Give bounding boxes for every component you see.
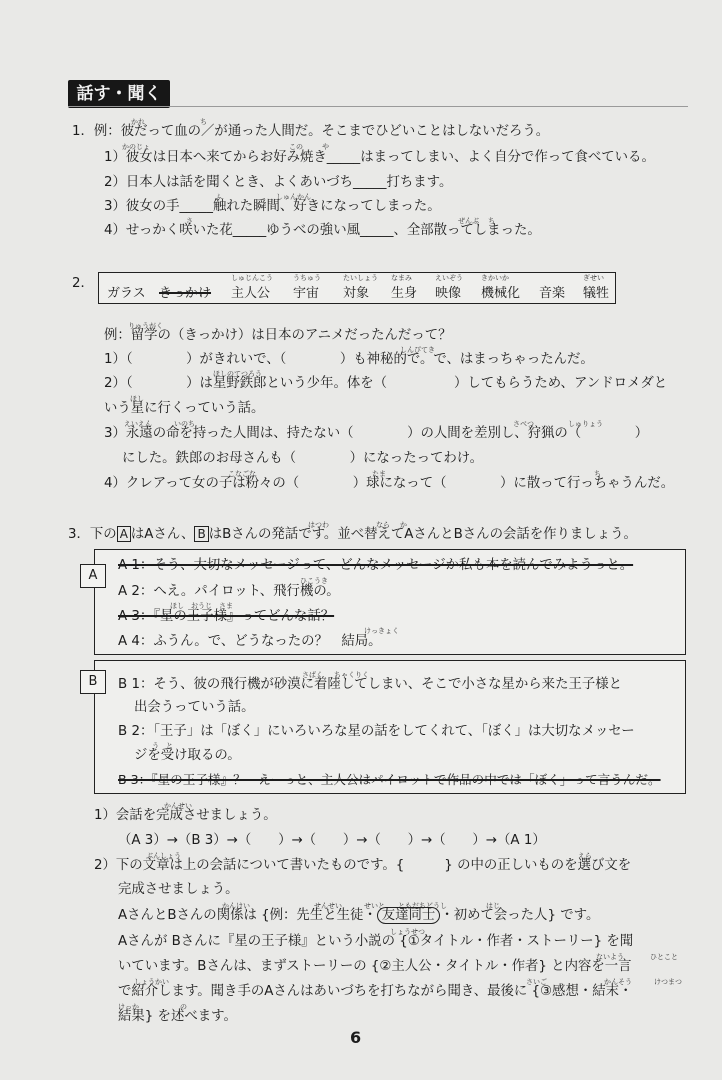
ruby: ち xyxy=(594,470,601,478)
section-title: 話す・聞く xyxy=(68,80,170,108)
ruby: ち xyxy=(488,217,495,225)
word-item: えいぞう 映像 xyxy=(435,274,463,301)
q3-intro: 3．下の A はAさん、 B はBさんの発話です。並べ替えてAさんとBさんの会話を作りましょう。 xyxy=(68,527,637,542)
q2-item-3-cont: にした。鉄郎のお母さんも（ ）になったってわけ。 xyxy=(122,451,484,466)
word-item: ガラス xyxy=(107,286,146,301)
ruby: ひとこと xyxy=(650,953,678,961)
q1-example: 1．例：彼だって血の／が通った人間だ。そこまでひどいことはしないだろう。 xyxy=(72,124,550,139)
answer-sequence: （A 3）→（B 3）→（ ）→（ ）→（ ）→（ ）→（A 1） xyxy=(118,833,546,848)
ruby: さべつ xyxy=(513,420,534,428)
ruby: かのじょ xyxy=(122,143,150,151)
ruby: しょうせつ xyxy=(390,928,425,936)
ruby: けつまつ xyxy=(654,978,682,986)
ruby: かれ xyxy=(131,118,145,126)
q1-item-3: 3）彼女の手_____触れた瞬間、好きになってしまった。 xyxy=(104,199,441,214)
dialogue-b2: B 2：「王子」は「ぼく」にいろいろな星の話をしてくれて、「ぼく」は大切なメッセー xyxy=(118,724,635,739)
q2-item-4: 4）クレアって女の子は粉々の（ ）球になって（ ）に散って行っちゃうんだ。 xyxy=(104,476,675,491)
dialogue-b1: B 1：そう、彼の飛行機が砂漠に着陸してしまい、そこで小さな星から来た王子様と xyxy=(118,677,623,692)
ruby: ともだちどうし xyxy=(398,902,447,910)
sub-question-2: 2）下の文章は上の会話について書いたものです。{ } の中の正しいものを選び文を xyxy=(94,858,632,873)
q2-item-2-cont: いう星に行くっていう話。 xyxy=(104,401,265,416)
q1-item-4: 4）せっかく咲いた花_____ゆうべの強い風_____、全部散ってしまった。 xyxy=(104,223,541,238)
ruby: ふ xyxy=(215,193,222,201)
word-item: きかいか 機械化 xyxy=(481,274,521,301)
box-b-label: B xyxy=(194,526,208,542)
ruby: りゅうがく xyxy=(128,322,163,330)
ruby: ち xyxy=(200,118,207,126)
ruby: なら xyxy=(376,521,390,529)
q2-item-1: 1）（ ）がきれいで、（ ）も神秘的で。で、はまっちゃったんだ。 xyxy=(104,352,594,367)
ruby: はじ xyxy=(486,902,500,910)
word-item: しゅじんこう 主人公 xyxy=(231,274,273,301)
ruby: ひこうき xyxy=(300,577,328,585)
ruby: の xyxy=(180,1003,187,1011)
ruby: しんぴてき xyxy=(400,346,435,354)
dialogue-b2-cont: ジを受け取るの。 xyxy=(134,748,241,763)
word-item: うちゅう 宇宙 xyxy=(293,274,321,301)
circled-answer: 友達同士 xyxy=(377,907,441,924)
ruby: しょうかい xyxy=(134,978,169,986)
ruby: ほしのてつろう xyxy=(213,370,262,378)
ruby: かんせい xyxy=(164,802,192,810)
word-item: ぎせい 犠牲 xyxy=(583,274,610,301)
ruby: か xyxy=(400,521,407,529)
dialogue-a-tag: A xyxy=(80,564,106,588)
q2-item-3: 3）永遠の命を持った人間は、持たない（ ）の人間を差別し、狩猟の（ ） xyxy=(104,426,649,441)
dialogue-a1: A 1：そう、大切なメッセージって、どんなメッセージか私も本を読んでみようっと。 xyxy=(118,558,634,573)
ruby: けっか xyxy=(118,1003,139,1011)
ruby: えいえん xyxy=(124,420,152,428)
ruby: ぜんぶ xyxy=(458,217,479,225)
dialogue-b-tag: B xyxy=(80,670,106,694)
ruby: えら xyxy=(578,852,592,860)
word-item: たいしょう 対象 xyxy=(343,274,378,301)
ruby: かんけい xyxy=(222,902,250,910)
paragraph-line-5: 結果} を述べます。 xyxy=(118,1009,237,1024)
box-a-label: A xyxy=(117,526,131,542)
ruby: さ xyxy=(186,217,193,225)
dialogue-a3: A 3：『星の王子様』ってどんな話？ xyxy=(118,609,335,624)
q1-item-2: 2）日本人は話を聞くとき、よくあいづち_____打ちます。 xyxy=(104,175,453,190)
ruby: しゅりょう xyxy=(568,420,603,428)
title-divider xyxy=(68,106,688,107)
word-item: なまみ 生身 xyxy=(391,274,418,301)
dialogue-b1-cont: 出会うっていう話。 xyxy=(134,700,255,715)
word-item: 音楽 xyxy=(539,286,566,301)
sub-question-1: 1）会話を完成させましょう。 xyxy=(94,808,277,823)
ruby: ほし xyxy=(130,395,144,403)
ruby: さばく xyxy=(302,671,323,679)
ruby: かんそう xyxy=(604,978,632,986)
ruby: せいと xyxy=(364,902,385,910)
paragraph-line-1: AさんとBさんの関係は {例：先生と生徒・ 友達同士 ・初めて会った人} です。 xyxy=(118,908,600,923)
paragraph-line-4: で紹介します。聞き手のAさんはあいづちを打ちながら聞き、最後に {③感想・結末・ xyxy=(118,984,633,999)
q2-number: 2． xyxy=(72,276,94,291)
paragraph-line-2: Aさんが Bさんに『星の王子様』という小説の {①タイトル・作者・ストーリー} を聞 xyxy=(118,934,634,949)
ruby: や xyxy=(322,143,329,151)
ruby: いのち xyxy=(174,420,195,428)
q2-item-2: 2）（ ）は星野鉄郎という少年。体を（ ）してもらうため、アンドロメダと xyxy=(104,376,668,391)
ruby: たま xyxy=(372,470,386,478)
word-item-crossed-out: きっかけ xyxy=(159,286,212,301)
q1-item-1: 1）彼女は日本へ来てからお好み焼き_____はまってしまい、よく自分で作って食べている。 xyxy=(104,150,655,165)
page-number: 6 xyxy=(350,1028,362,1047)
ruby: ぶんしょう xyxy=(146,852,181,860)
dialogue-b3: B 3：『星の王子様』？ えーっと、主人公はパイロットで作品の中では「ぼく」って言うんだ。 xyxy=(118,772,661,787)
word-box xyxy=(98,272,616,304)
ruby: ほし おうじ さま xyxy=(170,602,233,610)
ruby: う と xyxy=(152,742,173,750)
ruby: この xyxy=(289,143,303,151)
ruby: せんせい xyxy=(314,902,342,910)
ruby: しゅんかん xyxy=(276,193,311,201)
sub-question-2-cont: 完成させましょう。 xyxy=(118,882,239,897)
ruby: こなごな xyxy=(228,470,256,478)
dialogue-a2: A 2：へえ。パイロット、飛行機の。 xyxy=(118,584,340,599)
ruby: はつわ xyxy=(308,521,329,529)
paragraph-line-3: いています。Bさんは、まずストーリーの {②主人公・タイトル・作者} と内容を一言 xyxy=(118,959,632,974)
q2-example: 例：留学の（きっかけ）は日本のアニメだったんだって？ xyxy=(104,328,452,343)
ruby: ちゃくりく xyxy=(334,671,369,679)
ruby: ないよう xyxy=(596,953,624,961)
dialogue-a4: A 4：ふうん。で、どうなったの？ 結局。 xyxy=(118,634,382,649)
ruby: さいご xyxy=(526,978,547,986)
ruby: けっきょく xyxy=(364,627,399,635)
